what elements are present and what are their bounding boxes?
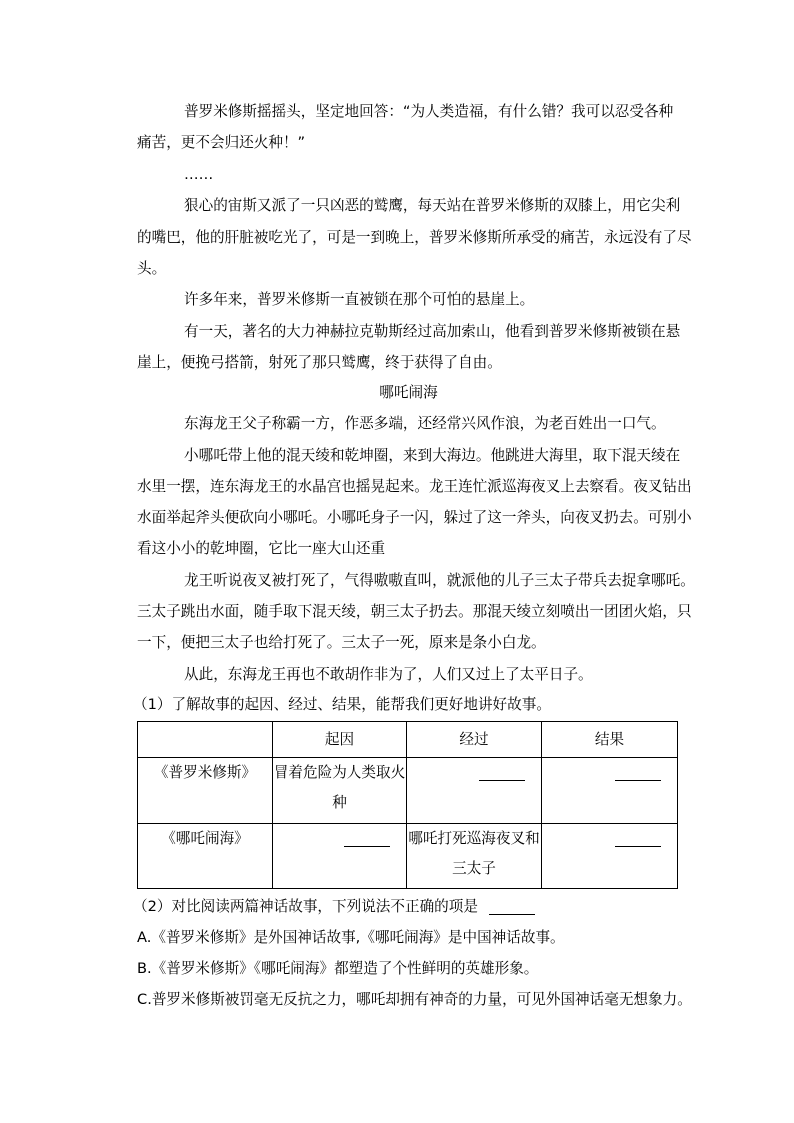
paragraph-line: 普罗米修斯摇摇头，坚定地回答：“为人类造福，有什么错？我可以忍受各种 [184,103,674,120]
cause-cell [273,758,407,824]
result-blank[interactable] [542,824,678,889]
paragraph-line: 痛苦，更不会归还火种！” [137,134,306,151]
answer-blank[interactable] [615,832,661,847]
paragraph-line: 一下，便把三太子也给打死了。三太子一死，原来是条小白龙。 [137,634,546,651]
paragraph-line: 小哪吒带上他的混天绫和乾坤圈，来到大海边。他跳进大海里，取下混天绫在 [184,447,681,464]
header-result: 结果 [542,722,678,758]
ellipsis: …… [184,166,214,183]
cell-text: 三太子 [452,860,496,877]
story-name: 《哪吒闹海》 [138,824,273,889]
question-2-prompt: （2）对比阅读两篇神话故事，下列说法不正确的项是 [133,898,478,915]
paragraph-line: 从此，东海龙王再也不敢胡作非为了，人们又过上了太平日子。 [184,666,593,683]
cell-text: 哪吒打死巡海夜叉和 [408,830,540,847]
process-cell [407,824,542,889]
answer-blank[interactable] [489,900,535,915]
result-blank[interactable] [542,758,678,824]
header-cell [138,722,273,758]
paragraph-line: 的嘴巴，他的肝脏被吃光了，可是一到晚上，普罗米修斯所承受的痛苦，永远没有了尽 [137,229,692,246]
process-blank[interactable] [407,758,542,824]
paragraph-line: 水里一摆，连东海龙王的水晶宫也摇晃起来。龙王连忙派巡海夜叉上去察看。夜叉钻出 [137,478,692,495]
option-a: A.《普罗米修斯》是外国神话故事,《哪吒闹海》是中国神话故事。 [137,929,565,946]
cell-text: 种 [332,794,347,811]
question-2 [133,897,535,917]
paragraph-line: 东海龙王父子称霸一方，作恶多端，还经常兴风作浪，为老百姓出一口气。 [184,415,666,432]
answer-blank[interactable] [344,832,390,847]
cause-blank[interactable] [273,824,407,889]
paragraph-line: 许多年来，普罗米修斯一直被锁在那个可怕的悬崖上。 [184,291,535,308]
header-process: 经过 [407,722,542,758]
answer-blank[interactable] [615,766,661,781]
paragraph-line: 崖上，便挽弓搭箭，射死了那只鹫鹰，终于获得了自由。 [137,354,502,371]
story-name: 《普罗米修斯》 [138,758,273,824]
paragraph-line: 龙王听说夜叉被打死了，气得嗷嗷直叫，就派他的儿子三太子带兵去捉拿哪吒。 [184,572,695,589]
table-row [138,758,678,824]
table-row [138,824,678,889]
question-1-prompt: （1）了解故事的起因、经过、结果，能帮我们更好地讲好故事。 [133,696,551,713]
table-header-row [138,722,678,758]
option-c: C.普罗米修斯被罚毫无反抗之力，哪吒却拥有神奇的力量，可见外国神话毫无想象力。 [137,991,692,1008]
paragraph-line: 三太子跳出水面，随手取下混天绫，朝三太子扔去。那混天绫立刻喷出一团团火焰，只 [137,603,692,620]
paragraph-line: 狠心的宙斯又派了一只凶恶的鹫鹰，每天站在普罗米修斯的双膝上，用它尖利 [184,197,681,214]
story-title: 哪吒闹海 [379,384,438,401]
answer-blank[interactable] [479,766,525,781]
header-cause: 起因 [273,722,407,758]
paragraph-line: 有一天，著名的大力神赫拉克勒斯经过高加索山，他看到普罗米修斯被锁在悬 [184,323,681,340]
paragraph-line: 看这小小的乾坤圈，它比一座大山还重 [137,540,386,557]
paragraph-line: 水面举起斧头便砍向小哪吒。小哪吒身子一闪，躲过了这一斧头，向夜叉扔去。可别小 [137,509,692,526]
story-structure-table [137,721,678,889]
cell-text: 冒着危险为人类取火 [273,764,406,781]
paragraph-line: 头。 [137,260,167,277]
option-b: B.《普罗米修斯》《哪吒闹海》都塑造了个性鲜明的英雄形象。 [137,960,539,977]
